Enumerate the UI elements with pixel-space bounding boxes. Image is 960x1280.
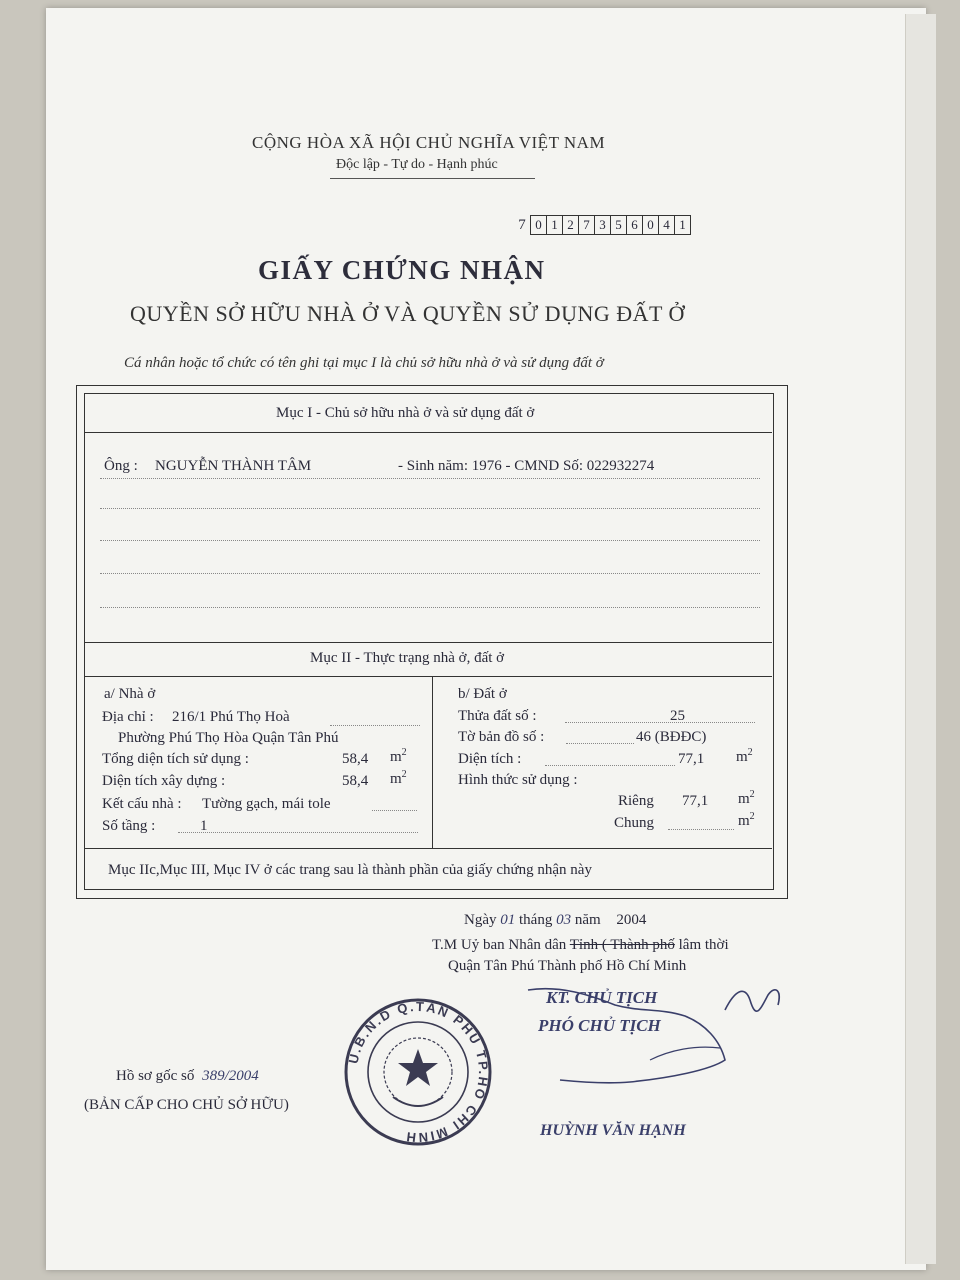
month-value: 03 (556, 912, 572, 928)
serial-digit: 4 (659, 215, 675, 235)
year-label: năm (574, 912, 601, 928)
section1-title: Mục I - Chủ sở hữu nhà ở và sử dụng đất ở (276, 405, 535, 421)
serial-digit: 1 (547, 215, 563, 235)
parcel-label: Thửa đất số : (458, 708, 537, 724)
dotted-line (178, 832, 418, 833)
private-label: Riêng (618, 793, 654, 809)
authority-line2: Quận Tân Phú Thành phố Hồ Chí Minh (448, 958, 687, 974)
official-seal (343, 997, 493, 1147)
unit-text: m (390, 771, 402, 787)
footer-note: Mục IIc,Mục III, Mục IV ở các trang sau là thành phần của giấy chứng nhận này (108, 862, 592, 878)
serial-digit: 1 (675, 215, 691, 235)
authority-body: T.M Uỷ ban Nhân dân (432, 937, 567, 953)
land-area-unit (736, 747, 753, 766)
shared-area-unit (738, 811, 755, 830)
serial-digit: 0 (530, 215, 547, 235)
house-heading: a/ Nhà ở (104, 686, 156, 702)
land-area-value: 77,1 (678, 751, 705, 767)
record-number: 389/2004 (202, 1068, 259, 1084)
dotted-line (566, 743, 634, 744)
unit-squared: 2 (401, 769, 407, 780)
serial-digit: 7 (579, 215, 595, 235)
unit-squared: 2 (401, 747, 407, 758)
role-line2: PHÓ CHỦ TỊCH (538, 1016, 661, 1035)
copy-note: (BẢN CẤP CHO CHỦ SỞ HỮU) (84, 1097, 289, 1113)
parcel-value: 25 (670, 708, 685, 724)
address-label: Địa chỉ : (102, 709, 154, 725)
day-label: Ngày (464, 912, 497, 928)
day-value: 01 (500, 912, 516, 928)
unit-text: m (736, 749, 748, 765)
total-area-label: Tổng diện tích sử dụng : (102, 751, 249, 767)
map-sheet-label: Tờ bản đồ số : (458, 729, 545, 745)
record-label: Hồ sơ gốc số (116, 1068, 195, 1084)
private-area-unit (738, 789, 755, 808)
dotted-line (330, 725, 420, 726)
floors-value: 1 (200, 818, 208, 834)
serial-digit: 2 (563, 215, 579, 235)
serial-digit: 6 (627, 215, 643, 235)
serial-digit: 3 (595, 215, 611, 235)
unit-squared: 2 (747, 747, 753, 758)
dotted-line (100, 607, 760, 608)
owner-details: - Sinh năm: 1976 - CMND Số: 022932274 (398, 458, 655, 474)
total-area-unit (390, 747, 407, 766)
floors-label: Số tầng : (102, 818, 156, 834)
document-subtitle: QUYỀN SỞ HỮU NHÀ Ở VÀ QUYỀN SỬ DỤNG ĐẤT Ở (130, 301, 685, 326)
authority-line1-end: lâm thời (678, 937, 729, 953)
dotted-line (100, 478, 760, 479)
unit-text: m (738, 813, 750, 829)
structure-label: Kết cấu nhà : (102, 796, 182, 812)
build-area-unit (390, 769, 407, 788)
unit-text: m (390, 749, 402, 765)
dotted-line (565, 722, 755, 723)
private-area-value: 77,1 (682, 793, 709, 809)
nation-heading: CỘNG HÒA XÃ HỘI CHỦ NGHĨA VIỆT NAM (252, 133, 606, 152)
section2-column-divider (432, 676, 433, 848)
signature (520, 950, 820, 1100)
structure-value: Tường gạch, mái tole (202, 796, 331, 812)
year-value: 2004 (616, 912, 647, 928)
section2-title: Mục II - Thực trạng nhà ở, đất ở (310, 650, 505, 666)
footer-divider (84, 848, 772, 849)
owner-name: NGUYỄN THÀNH TÂM (155, 458, 312, 474)
serial-number (514, 215, 691, 235)
dotted-line (100, 573, 760, 574)
dotted-line (668, 829, 734, 830)
dotted-line (372, 810, 417, 811)
document-title: GIẤY CHỨNG NHẬN (258, 255, 546, 285)
land-area-label: Diện tích : (458, 751, 522, 767)
section2-divider (84, 676, 772, 677)
unit-text: m (738, 791, 750, 807)
underlying-page-edge (905, 14, 936, 1264)
date-line (464, 912, 646, 929)
land-heading: b/ Đất ở (458, 686, 507, 702)
motto: Độc lập - Tự do - Hạnh phúc (336, 157, 498, 172)
serial-digit: 5 (611, 215, 627, 235)
dotted-line (100, 540, 760, 541)
usage-label: Hình thức sử dụng : (458, 772, 578, 788)
month-label: tháng (519, 912, 553, 928)
address-line1: 216/1 Phú Thọ Hoà (172, 709, 290, 725)
owner-prefix: Ông : (104, 458, 138, 474)
motto-underline (330, 178, 535, 179)
dotted-line (545, 765, 675, 766)
signer-name: HUỲNH VĂN HẠNH (540, 1122, 686, 1139)
serial-digit: 0 (643, 215, 659, 235)
shared-label: Chung (614, 815, 655, 831)
build-area-label: Diện tích xây dựng : (102, 773, 226, 789)
section1-divider (84, 432, 772, 433)
dotted-line (100, 508, 760, 509)
serial-lead-digit: 7 (518, 217, 526, 233)
intro-text: Cá nhân hoặc tổ chức có tên ghi tại mục I là chủ sở hữu nhà ở và sử dụng đất ở (124, 355, 604, 371)
struck-text: Tỉnh ( Thành phố (569, 937, 675, 953)
build-area-value: 58,4 (342, 773, 369, 789)
total-area-value: 58,4 (342, 751, 369, 767)
map-sheet-value: 46 (BĐĐC) (636, 729, 707, 745)
section2-top-divider (84, 642, 772, 643)
role-line1: KT. CHỦ TỊCH (546, 988, 658, 1007)
address-line2: Phường Phú Thọ Hòa Quận Tân Phú (118, 730, 339, 746)
unit-squared: 2 (749, 811, 755, 822)
record-line (116, 1068, 259, 1085)
seal-text: U.B.N.D Q.TÂN PHÚ TP.HỒ CHÍ MINH (345, 998, 492, 1146)
unit-squared: 2 (749, 789, 755, 800)
